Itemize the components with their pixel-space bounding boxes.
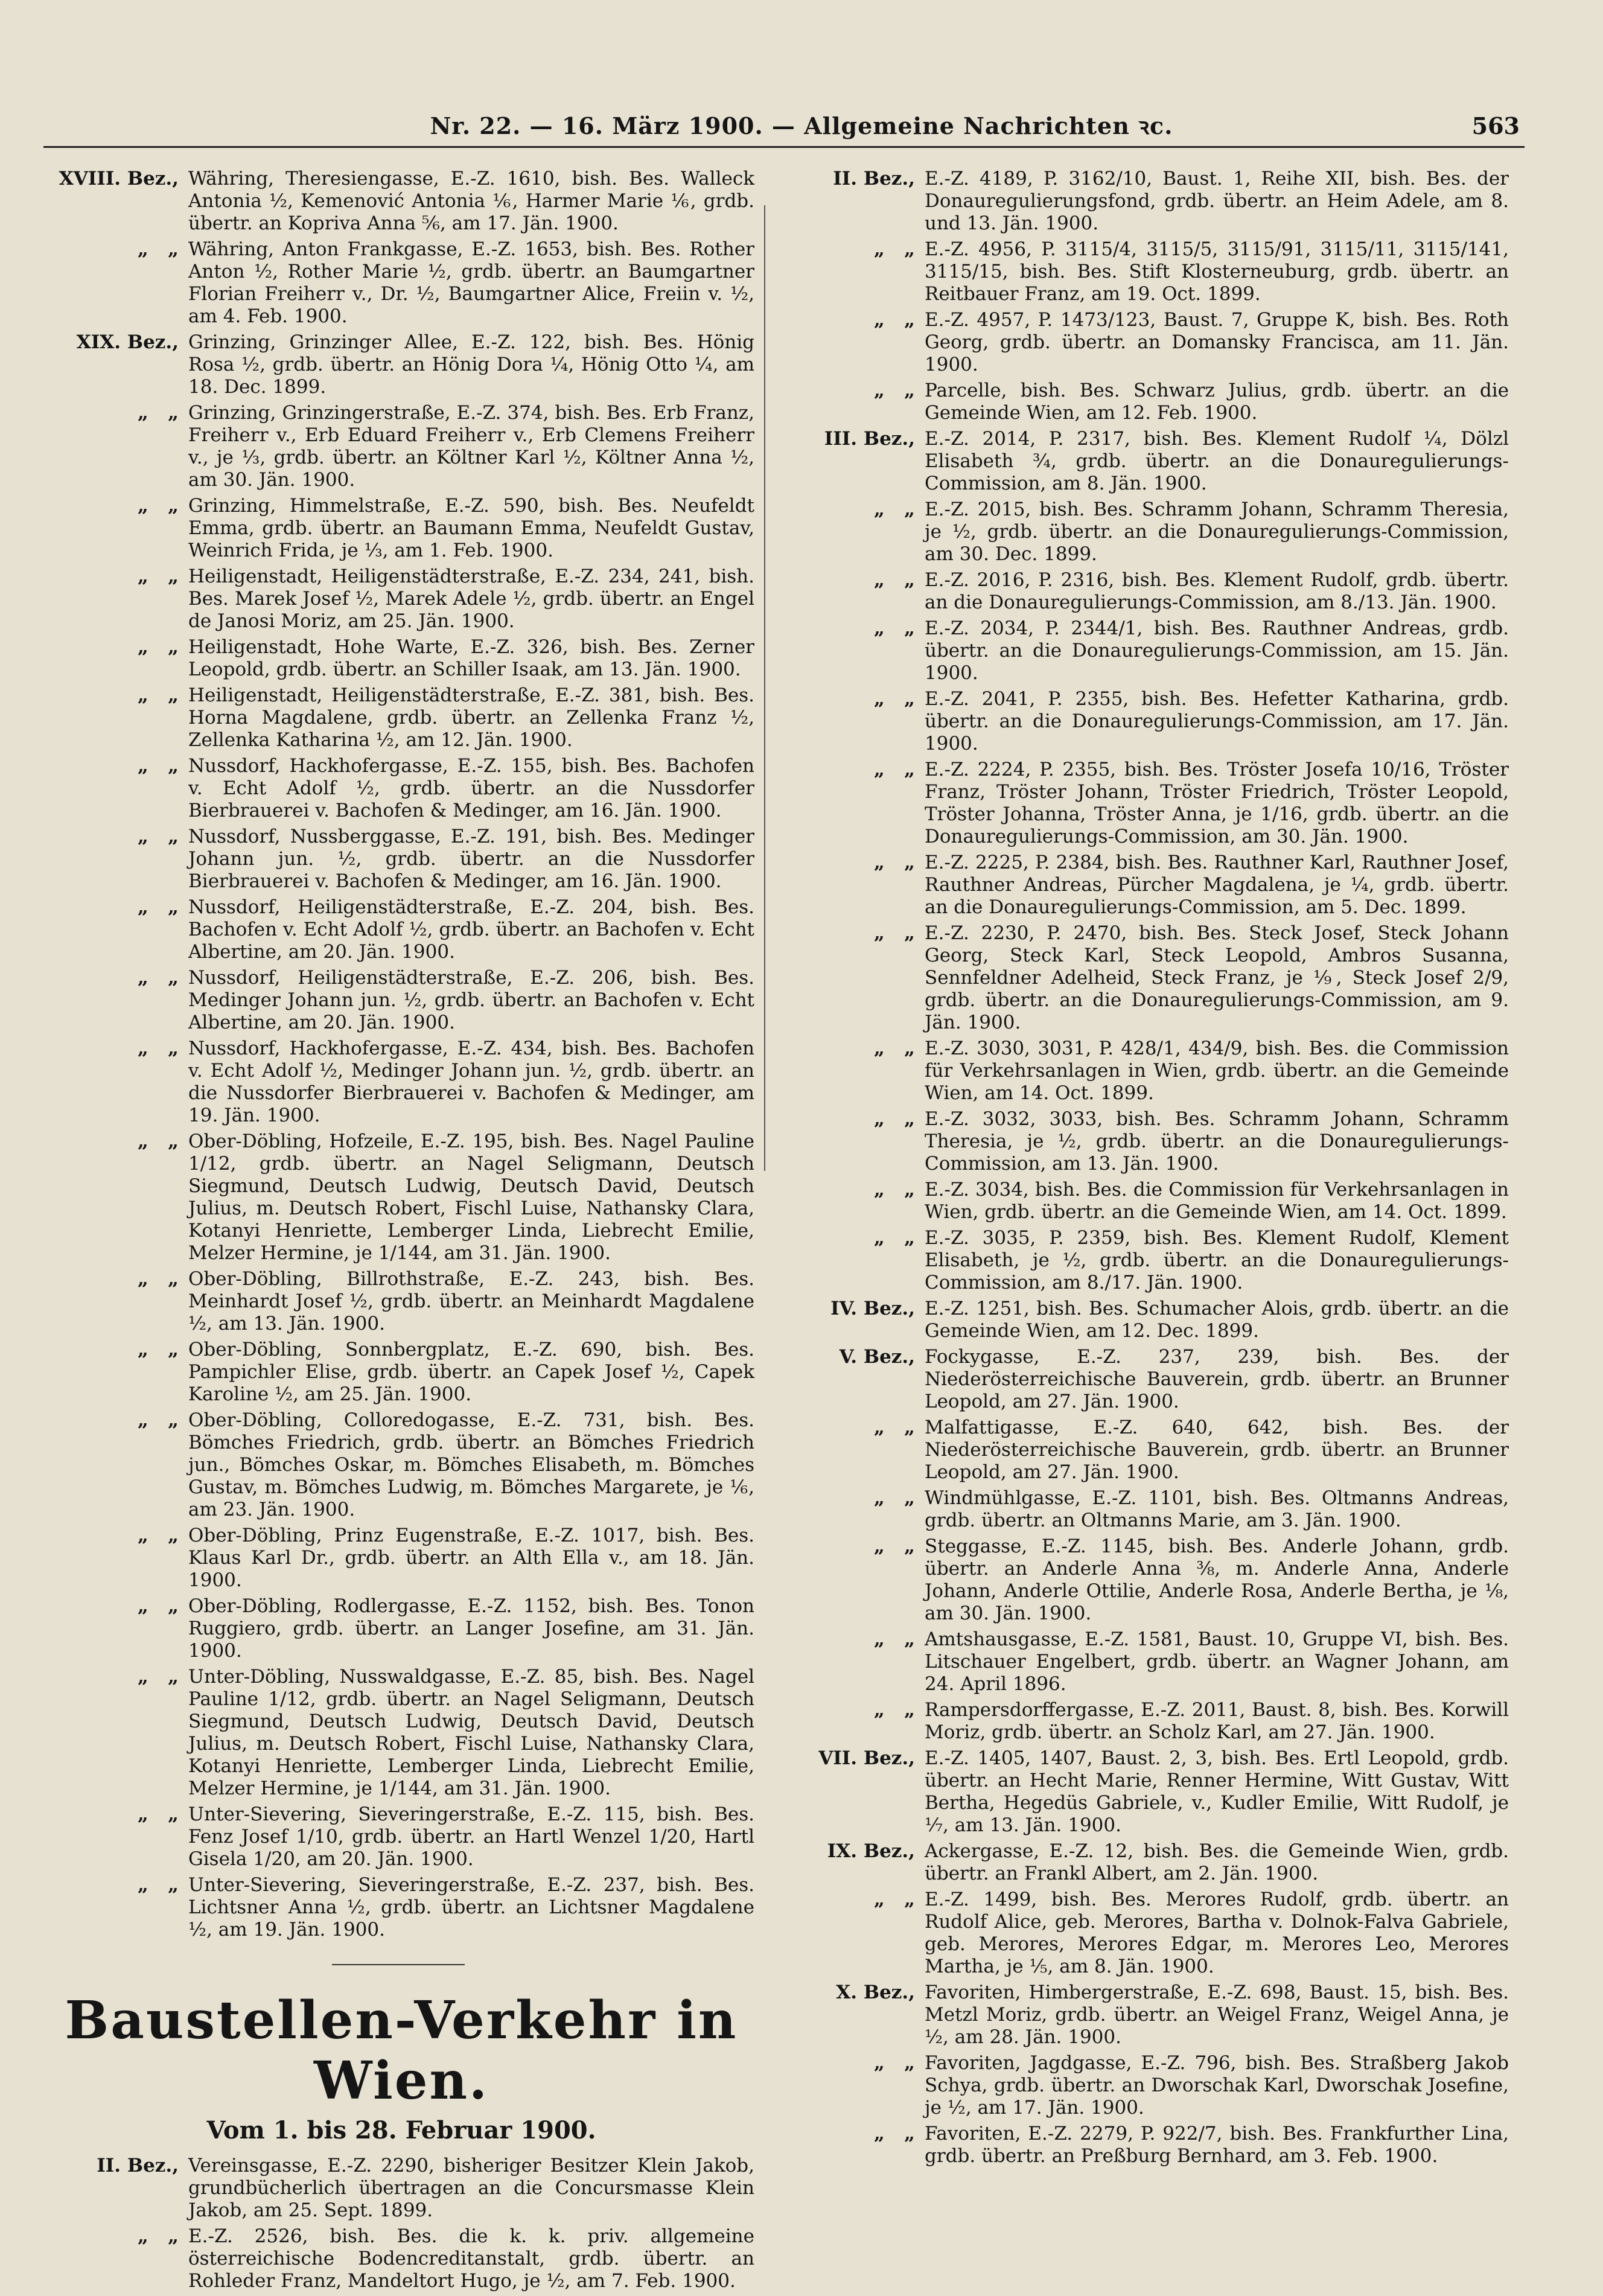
register-entry [785,168,1509,235]
district-label: „ „ [137,1803,179,1825]
register-entry [48,566,754,633]
register-entry [785,428,1509,495]
left-entry-list [48,168,754,1941]
register-entry [48,1666,754,1800]
entry-text: Währing, Anton Frankgasse, E.-Z. 1653, bish. Bes. Rother Anton ½, Rother Marie ½, grdb. übertr. an Baumgartner Florian Freiherr v., Dr. ½, Baumgartner Alice, Freiin v. ½, am 4. Feb. 1900. [188,238,754,327]
entry-text: E.-Z. 3035, P. 2359, bish. Bes. Klement Rudolf, Klement Elisabeth, je ½, grdb. übertr. an die Donauregulierungs-Commission, am 8./17. Jän. 1900. [925,1227,1509,1293]
district-label: „ „ [873,238,915,260]
entry-text: Heiligenstadt, Heiligenstädterstraße, E.-Z. 381, bish. Bes. Horna Magdalene, grdb. übertr. an Zellenka Franz ½, Zellenka Katharina ½, am 12. Jän. 1900. [188,684,754,751]
district-label: „ „ [873,1628,915,1650]
district-label: „ „ [137,1409,179,1431]
entry-text: Favoriten, E.-Z. 2279, P. 922/7, bish. Bes. Frankfurther Lina, grdb. übertr. an Preßburg Bernhard, am 3. Feb. 1900. [925,2123,1509,2167]
register-entry [785,1889,1509,1978]
entry-text: E.-Z. 1251, bish. Bes. Schumacher Alois, grdb. übertr. an die Gemeinde Wien, am 12. Dec. 1899. [925,1298,1509,1342]
entry-text: E.-Z. 2230, P. 2470, bish. Bes. Steck Josef, Steck Johann Georg, Steck Karl, Steck Leopold, Ambros Susanna, Sennfeldner Adelheid, Steck Franz, je ⅑, Steck Josef 2/9, grdb. übertr. an die Donauregulierungs-Commission, am 9. Jän. 1900. [925,922,1509,1033]
district-label: „ „ [873,1417,915,1438]
entry-text: Grinzing, Grinzinger Allee, E.-Z. 122, bish. Bes. Hönig Rosa ½, grdb. übertr. an Hönig Dora ¼, Hönig Otto ¼, am 18. Dec. 1899. [188,331,754,398]
register-entry [785,1487,1509,1532]
district-label: „ „ [137,1525,179,1546]
district-label: „ „ [873,569,915,591]
entry-text: E.-Z. 4956, P. 3115/4, 3115/5, 3115/91, 3115/11, 3115/141, 3115/15, bish. Bes. Stift Klosterneuburg, grdb. übertr. an Reitbauer Franz, am 19. Oct. 1899. [925,238,1509,305]
district-label: „ „ [873,1108,915,1130]
right-entry-list [785,168,1509,2167]
entry-text: E.-Z. 1499, bish. Bes. Merores Rudolf, grdb. übertr. an Rudolf Alice, geb. Merores, Bartha v. Dolnok-Falva Gabriele, geb. Merores, Merores Edgar, m. Merores Leo, Merores Martha, je ⅕, am 8. Jän. 1900. [925,1889,1509,1977]
entry-text: E.-Z. 2016, P. 2316, bish. Bes. Klement Rudolf, grdb. übertr. an die Donauregulierungs-Commission, am 8./13. Jän. 1900. [925,569,1509,613]
section-entry-list [48,2155,754,2292]
district-label: „ „ [873,309,915,331]
register-entry [785,688,1509,755]
district-label: „ „ [137,1666,179,1688]
page-number: 563 [1471,112,1520,139]
register-entry [48,755,754,822]
entry-text: E.-Z. 2034, P. 2344/1, bish. Bes. Rauthner Andreas, grdb. übertr. an die Donauregulierungs-Commission, am 15. Jän. 1900. [925,617,1509,684]
entry-text: Heiligenstadt, Hohe Warte, E.-Z. 326, bish. Bes. Zerner Leopold, grdb. übertr. an Schiller Isaak, am 13. Jän. 1900. [188,636,754,680]
entry-text: Favoriten, Himbergerstraße, E.-Z. 698, Baust. 15, bish. Bes. Metzl Moriz, grdb. übertr. an Weigel Franz, Weigel Anna, je ½, am 28. Jän. 1900. [925,1982,1509,2048]
register-entry [785,1227,1509,1294]
entry-text: Steggasse, E.-Z. 1145, bish. Bes. Anderle Johann, grdb. übertr. an Anderle Anna ⅜, m. Anderle Anna, Anderle Johann, Anderle Ottilie, Anderle Rosa, Anderle Bertha, je ⅛, am 30. Jän. 1900. [925,1535,1509,1624]
register-entry [785,238,1509,305]
district-label: „ „ [137,238,179,260]
entry-text: Vereinsgasse, E.-Z. 2290, bisheriger Besitzer Klein Jakob, grundbücherlich übertragen an die Concursmasse Klein Jakob, am 25. Sept. 1899. [188,2155,754,2221]
entry-text: Ober-Döbling, Sonnbergplatz, E.-Z. 690, bish. Bes. Pampichler Elise, grdb. übertr. an Capek Josef ½, Capek Karoline ½, am 25. Jän. 1900. [188,1339,754,1405]
register-entry [48,1339,754,1406]
district-label: „ „ [137,1268,179,1290]
entry-text: E.-Z. 4957, P. 1473/123, Baust. 7, Gruppe K, bish. Bes. Roth Georg, grdb. übertr. an Domansky Francisca, am 11. Jän. 1900. [925,309,1509,375]
entry-text: E.-Z. 3030, 3031, P. 428/1, 434/9, bish. Bes. die Commission für Verkehrsanlagen in Wien, grdb. übertr. an die Gemeinde Wien, am 14. Oct. 1899. [925,1038,1509,1104]
district-label: „ „ [137,636,179,658]
district-label: „ „ [137,1595,179,1617]
section-subtitle: Vom 1. bis 28. Februar 1900. [206,2116,596,2145]
register-entry [785,1699,1509,1744]
entry-text: Grinzing, Grinzingerstraße, E.-Z. 374, bish. Bes. Erb Franz, Freiherr v., Erb Eduard Freiherr v., Erb Clemens Freiherr v., je ⅓, grdb. übertr. an Költner Karl ½, Költner Anna ½, am 30. Jän. 1900. [188,402,754,491]
entry-text: E.-Z. 1405, 1407, Baust. 2, 3, bish. Bes. Ertl Leopold, grdb. übertr. an Hecht Marie, Renner Hermine, Witt Gustav, Witt Bertha, Hegedüs Gabriele, v., Kudler Emilie, Witt Rudolf, je ⅐, am 13. Jän. 1900. [925,1747,1509,1836]
register-entry [48,331,754,398]
register-entry [48,2155,754,2222]
district-label: „ „ [873,1227,915,1249]
entry-text: Fockygasse, E.-Z. 237, 239, bish. Bes. der Niederösterreichische Bauverein, grdb. übertr. an Brunner Leopold, am 27. Jän. 1900. [925,1346,1509,1412]
register-entry [785,1346,1509,1413]
entry-text: Rampersdorffergasse, E.-Z. 2011, Baust. 8, bish. Bes. Korwill Moriz, grdb. übertr. an Scholz Karl, am 27. Jän. 1900. [925,1699,1509,1743]
district-label: „ „ [137,402,179,424]
register-entry [48,684,754,751]
entry-text: Ober-Döbling, Prinz Eugenstraße, E.-Z. 1017, bish. Bes. Klaus Karl Dr., grdb. übertr. an Alth Ella v., am 18. Jän. 1900. [188,1525,754,1591]
register-entry [48,1803,754,1870]
entry-text: Amtshausgasse, E.-Z. 1581, Baust. 10, Gruppe VI, bish. Bes. Litschauer Engelbert, grdb. übertr. an Wagner Johann, am 24. April 1896. [925,1628,1509,1695]
register-entry [48,168,754,235]
district-label: „ „ [137,566,179,587]
header-rule [43,146,1525,148]
district-label: „ „ [873,1487,915,1509]
district-label: IX. Bez., [827,1840,915,1862]
register-entry [48,1130,754,1264]
entry-text: E.-Z. 2224, P. 2355, bish. Bes. Tröster Josefa 10/16, Tröster Franz, Tröster Johann, Tröster Friedrich, Tröster Leopold, Tröster Johanna, Tröster Anna, je 1/16, grdb. übertr. an die Donauregulierungs-Commission, am 30. Jän. 1900. [925,759,1509,847]
district-label: „ „ [137,684,179,706]
entry-text: Unter-Sievering, Sieveringerstraße, E.-Z. 237, bish. Bes. Lichtsner Anna ½, grdb. übertr. an Lichtsner Magdalene ½, am 19. Jän. 1900. [188,1874,754,1940]
register-entry [785,2052,1509,2119]
register-entry [785,759,1509,848]
running-title: Nr. 22. — 16. März 1900. — Allgemeine Nachrichten ꝛc. [430,112,1173,139]
entry-text: Nussdorf, Heiligenstädterstraße, E.-Z. 204, bish. Bes. Bachofen v. Echt Adolf ½, grdb. übertr. an Bachofen v. Echt Albertine, am 20. Jän. 1900. [188,896,754,963]
entry-text: E.-Z. 2015, bish. Bes. Schramm Johann, Schramm Theresia, je ½, grdb. übertr. an die Donauregulierungs-Commission, am 30. Dec. 1899. [925,499,1509,565]
register-entry [785,1108,1509,1175]
register-entry [48,967,754,1034]
district-label: „ „ [873,1535,915,1557]
district-label: VII. Bez., [818,1747,915,1769]
entry-text: Ackergasse, E.-Z. 12, bish. Bes. die Gemeinde Wien, grdb. übertr. an Frankl Albert, am 2. Jän. 1900. [925,1840,1509,1884]
entry-text: Nussdorf, Heiligenstädterstraße, E.-Z. 206, bish. Bes. Medinger Johann jun. ½, grdb. übertr. an Bachofen v. Echt Albertine, am 20. Jän. 1900. [188,967,754,1033]
district-label: „ „ [873,759,915,780]
register-entry [785,1747,1509,1837]
left-column [48,168,754,2296]
district-label: XIX. Bez., [76,331,179,353]
register-entry [48,238,754,328]
register-entry [785,922,1509,1034]
district-label: „ „ [137,1874,179,1896]
register-entry [785,1179,1509,1223]
page-header [0,103,1603,145]
district-label: „ „ [873,2052,915,2074]
entry-text: Ober-Döbling, Hofzeile, E.-Z. 195, bish. Bes. Nagel Pauline 1/12, grdb. übertr. an Nagel Seligmann, Deutsch Siegmund, Deutsch Ludwig, Deutsch David, Deutsch Julius, m. Deutsch Robert, Fischl Luise, Nathansky Clara, Kotanyi Henriette, Lemberger Linda, Liebrecht Emilie, Melzer Hermine, je 1/144, am 31. Jän. 1900. [188,1130,754,1264]
entry-text: E.-Z. 2014, P. 2317, bish. Bes. Klement Rudolf ¼, Dölzl Elisabeth ¾, grdb. übertr. an die Donauregulierungs-Commission, am 8. Jän. 1900. [925,428,1509,494]
district-label: „ „ [137,1038,179,1059]
district-label: „ „ [137,896,179,918]
register-entry [48,896,754,963]
register-entry [785,1417,1509,1484]
entry-text: Favoriten, Jagdgasse, E.-Z. 796, bish. Bes. Straßberg Jakob Schya, grdb. übertr. an Dworschak Karl, Dworschak Josefine, je ½, am 17. Jän. 1900. [925,2052,1509,2119]
register-entry [48,1874,754,1941]
register-entry [785,1298,1509,1342]
entry-text: Nussdorf, Nussberggasse, E.-Z. 191, bish. Bes. Medinger Johann jun. ½, grdb. übertr. an die Nussdorfer Bierbrauerei v. Bachofen & Medinger, am 16. Jän. 1900. [188,826,754,892]
register-entry [48,826,754,893]
register-entry [785,1535,1509,1625]
district-label: „ „ [873,2123,915,2145]
district-label: „ „ [873,499,915,520]
district-label: „ „ [137,1339,179,1360]
entry-text: Heiligenstadt, Heiligenstädterstraße, E.-Z. 234, 241, bish. Bes. Marek Josef ½, Marek Adele ½, grdb. übertr. an Engel de Janosi Moriz, am 25. Jän. 1900. [188,566,754,632]
section-title: Baustellen-Verkehr in Wien. [65,1990,738,2111]
register-entry [785,1840,1509,1885]
entry-text: Ober-Döbling, Colloredogasse, E.-Z. 731, bish. Bes. Bömches Friedrich, grdb. übertr. an Bömches Friedrich jun., Bömches Oskar, m. Bömches Elisabeth, m. Bömches Gustav, m. Bömches Ludwig, m. Bömches Margarete, je ⅙, am 23. Jän. 1900. [188,1409,754,1520]
district-label: „ „ [873,922,915,944]
entry-text: Windmühlgasse, E.-Z. 1101, bish. Bes. Oltmanns Andreas, grdb. übertr. an Oltmanns Marie, am 3. Jän. 1900. [925,1487,1509,1531]
register-entry [785,309,1509,376]
entry-text: Nussdorf, Hackhofergasse, E.-Z. 434, bish. Bes. Bachofen v. Echt Adolf ½, Medinger Johann jun. ½, grdb. übertr. an die Nussdorfer Bierbrauerei v. Bachofen & Medinger, am 19. Jän. 1900. [188,1038,754,1126]
district-label: X. Bez., [836,1982,915,2003]
district-label: III. Bez., [824,428,915,450]
district-label: IV. Bez., [830,1298,915,1319]
register-entry [48,1038,754,1127]
register-entry [48,636,754,681]
register-entry [785,852,1509,919]
entry-text: E.-Z. 3032, 3033, bish. Bes. Schramm Johann, Schramm Theresia, je ½, grdb. übertr. an die Donauregulierungs-Commission, am 13. Jän. 1900. [925,1108,1509,1175]
district-label: II. Bez., [97,2155,179,2176]
district-label: „ „ [137,1130,179,1152]
entry-text: Nussdorf, Hackhofergasse, E.-Z. 155, bish. Bes. Bachofen v. Echt Adolf ½, grdb. übertr. an die Nussdorfer Bierbrauerei v. Bachofen & Medinger, am 16. Jän. 1900. [188,755,754,821]
register-entry [48,1525,754,1592]
entry-text: Ober-Döbling, Billrothstraße, E.-Z. 243, bish. Bes. Meinhardt Josef ½, grdb. übertr. an Meinhardt Magdalene ½, am 13. Jän. 1900. [188,1268,754,1335]
entry-text: Parcelle, bish. Bes. Schwarz Julius, grdb. übertr. an die Gemeinde Wien, am 12. Feb. 1900. [925,380,1509,424]
register-entry [785,617,1509,684]
district-label: „ „ [137,967,179,989]
entry-text: E.-Z. 4189, P. 3162/10, Baust. 1, Reihe XII, bish. Bes. der Donauregulierungsfond, grdb. übertr. an Heim Adele, am 8. und 13. Jän. 1900. [925,168,1509,234]
register-entry [48,1595,754,1662]
district-label: „ „ [873,1038,915,1059]
district-label: II. Bez., [833,168,915,190]
register-entry [785,1982,1509,2049]
district-label: „ „ [873,1179,915,1201]
entry-text: Malfattigasse, E.-Z. 640, 642, bish. Bes. der Niederösterreichische Bauverein, grdb. übertr. an Brunner Leopold, am 27. Jän. 1900. [925,1417,1509,1483]
entry-text: Unter-Döbling, Nusswaldgasse, E.-Z. 85, bish. Bes. Nagel Pauline 1/12, grdb. übertr. an Nagel Seligmann, Deutsch Siegmund, Deutsch Ludwig, Deutsch David, Deutsch Julius, m. Deutsch Robert, Fischl Luise, Nathansky Clara, Kotanyi Henriette, Lemberger Linda, Liebrecht Emilie, Melzer Hermine, je 1/144, am 31. Jän. 1900. [188,1666,754,1799]
entry-text: Ober-Döbling, Rodlergasse, E.-Z. 1152, bish. Bes. Tonon Ruggiero, grdb. übertr. an Langer Josefine, am 31. Jän. 1900. [188,1595,754,1662]
district-label: „ „ [873,1699,915,1721]
register-entry [785,499,1509,566]
district-label: V. Bez., [839,1346,915,1368]
column-divider [764,205,765,1171]
district-label: „ „ [873,852,915,873]
register-entry [785,2123,1509,2167]
register-entry [48,2225,754,2292]
district-label: „ „ [873,688,915,710]
register-entry [48,1268,754,1335]
district-label: „ „ [137,2225,179,2247]
register-entry [785,1628,1509,1695]
entry-text: E.-Z. 3034, bish. Bes. die Commission für Verkehrsanlagen in Wien, grdb. übertr. an die Gemeinde Wien, am 14. Oct. 1899. [925,1179,1509,1223]
register-entry [785,1038,1509,1105]
entry-text: Grinzing, Himmelstraße, E.-Z. 590, bish. Bes. Neufeldt Emma, grdb. übertr. an Baumann Emma, Neufeldt Gustav, Weinrich Frida, je ⅓, am 1. Feb. 1900. [188,495,754,561]
right-column [785,168,1509,2171]
district-label: XVIII. Bez., [59,168,179,190]
section-divider [332,1964,465,1965]
district-label: „ „ [137,495,179,517]
entry-text: E.-Z. 2225, P. 2384, bish. Bes. Rauthner Karl, Rauthner Josef, Rauthner Andreas, Pürcher Magdalena, je ¼, grdb. übertr. an die Donauregulierungs-Commission, am 5. Dec. 1899. [925,852,1509,918]
register-entry [785,380,1509,424]
entry-text: Währing, Theresiengasse, E.-Z. 1610, bish. Bes. Walleck Antonia ½, Kemenović Antonia ⅙, Harmer Marie ⅙, grdb. übertr. an Kopriva Anna ⅚, am 17. Jän. 1900. [188,168,754,234]
district-label: „ „ [137,826,179,847]
district-label: „ „ [873,1889,915,1910]
district-label: „ „ [873,617,915,639]
register-entry [48,1409,754,1521]
register-entry [48,402,754,491]
register-entry [785,569,1509,614]
entry-text: Unter-Sievering, Sieveringerstraße, E.-Z. 115, bish. Bes. Fenz Josef 1/10, grdb. übertr. an Hartl Wenzel 1/20, Hartl Gisela 1/20, am 20. Jän. 1900. [188,1803,754,1870]
district-label: „ „ [137,755,179,777]
district-label: „ „ [873,380,915,401]
entry-text: E.-Z. 2041, P. 2355, bish. Bes. Hefetter Katharina, grdb. übertr. an die Donauregulierungs-Commission, am 17. Jän. 1900. [925,688,1509,754]
register-entry [48,495,754,562]
entry-text: E.-Z. 2526, bish. Bes. die k. k. priv. allgemeine österreichische Bodencreditanstalt, grdb. übertr. an Rohleder Franz, Mandeltort Hugo, je ½, am 7. Feb. 1900. [188,2225,754,2292]
